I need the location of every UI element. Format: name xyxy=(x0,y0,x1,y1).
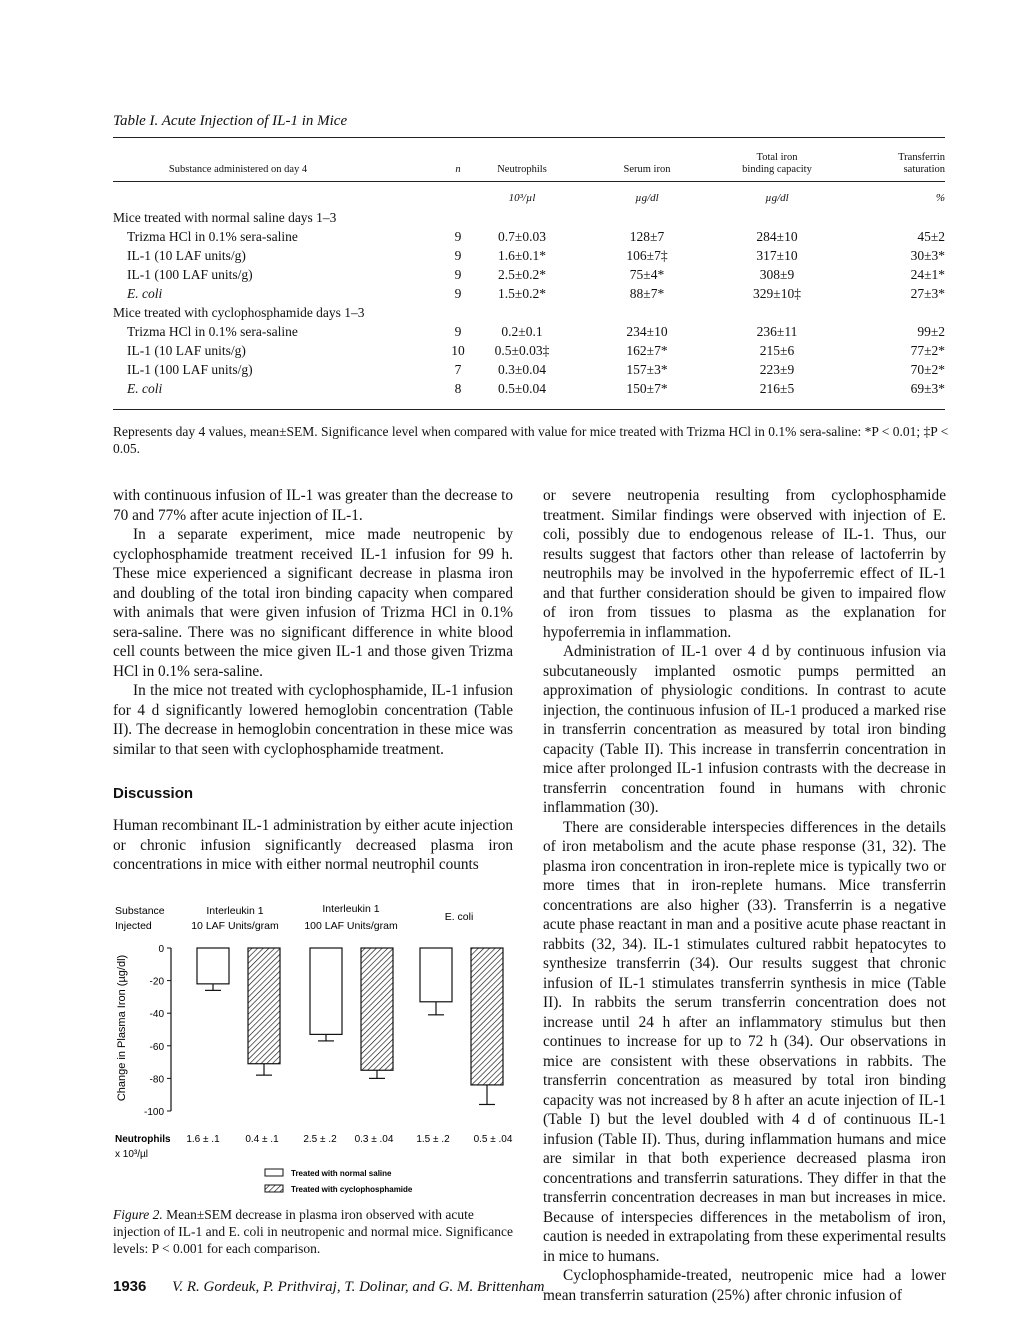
paragraph: In the mice not treated with cyclophosphamide, IL-1 infusion for 4 d significantly lowered hemoglobin concentration (Table II). The decrease in hemoglobin concentration in these mice was similar to that seen with cyclophosphamide treatment. xyxy=(113,682,513,758)
fig-group2-line2: 100 LAF Units/gram xyxy=(304,920,398,932)
table-top-rule xyxy=(113,137,945,138)
plot-area xyxy=(144,944,503,1118)
unit-serum-iron: µg/dl xyxy=(635,192,659,204)
section-heading-discussion: Discussion xyxy=(113,785,194,802)
y-tick-label: -60 xyxy=(149,1041,164,1053)
fig-header-substance-line2: Injected xyxy=(115,920,152,932)
header-ts-line1: Transferrin xyxy=(898,152,945,163)
header-neutrophils: Neutrophils xyxy=(497,164,547,175)
unit-neutrophils: 10³/µl xyxy=(508,192,536,204)
fig-group3-line1: E. coli xyxy=(444,911,474,923)
fig-group1-line1: Interleukin 1 xyxy=(206,905,264,917)
figure-2-chart xyxy=(113,900,523,1206)
unit-ts: % xyxy=(935,192,945,204)
table-row: E. coli 9 1.5±0.2* 88±7* 329±10‡ 27±3* xyxy=(127,286,945,301)
paragraph: Administration of IL-1 over 4 d by continuous infusion via subcutaneously implanted osmotic pumps permitted an approximation of physiologic conditions. In contrast to acute injection, the continuous infusion of IL-1 produced a marked rise in transferrin concentration as measured by total iron binding capacity (Table II). This increase in transferrin concentration in mice after prolonged IL-1 infusion contrasts with the decrease in transferrin concentration found in humans with chronic inflammation (30). xyxy=(543,643,946,816)
paragraph: In a separate experiment, mice made neutropenic by cyclophosphamide treatment received IL-1 infusion for 99 h. These mice experienced a significant decrease in plasma iron and doubling of the total iron binding capacity when compared with animals that were given infusion of Trizma HCl in 0.1% sera-saline. There was no significant difference in white blood cell counts between the mice given IL-1 and those given Trizma HCl in 0.1% sera-saline. xyxy=(113,526,513,680)
y-tick-label: -80 xyxy=(149,1074,164,1086)
y-tick-label: -40 xyxy=(149,1009,164,1021)
y-tick-label: -20 xyxy=(149,976,164,988)
figure-caption-label: Figure 2. xyxy=(113,1207,163,1222)
paragraph: or severe neutropenia resulting from cyclophosphamide treatment. Similar findings were observed with injection of E. coli, possibly due to endogenous release of IL-1. Thus, our results suggest that factors other than release of lactoferrin by neutrophils may be involved in the hypoferremic effect of IL-1 and that further consideration should be given to impaired flow of iron from tissues to plasma as the explanation for hypoferremia in inflammation. xyxy=(543,487,946,641)
table-header-rule xyxy=(113,181,945,182)
group-label-cyclophosphamide: Mice treated with cyclophosphamide days 1–3 xyxy=(113,305,365,320)
table-row: Trizma HCl in 0.1% sera-saline 9 0.2±0.1 234±10 236±11 99±2 xyxy=(127,324,945,339)
fig-neutrophil-value: 1.6 ± .1 xyxy=(186,1134,220,1145)
table-row: IL-1 (10 LAF units/g) 9 1.6±0.1* 106±7‡ 317±10 30±3* xyxy=(127,248,945,263)
fig-neutrophils-label-line2: x 10³/µl xyxy=(115,1149,148,1160)
figure-caption xyxy=(113,1206,513,1257)
fig-ylabel: Change in Plasma Iron (µg/dl) xyxy=(116,954,128,1102)
table-title: Table I. Acute Injection of IL-1 in Mice xyxy=(113,113,348,129)
y-tick-label: 0 xyxy=(158,944,164,955)
legend-label-normal: Treated with normal saline xyxy=(291,1169,392,1178)
fig-neutrophil-value: 1.5 ± .2 xyxy=(416,1134,450,1145)
page-footer xyxy=(113,1278,544,1296)
table-row: IL-1 (100 LAF units/g) 9 2.5±0.2* 75±4* 308±9 24±1* xyxy=(127,267,945,282)
discussion-paragraph: Human recombinant IL-1 administration by either acute injection or chronic infusion significantly decreased plasma iron concentrations in mice with either normal neutrophil counts xyxy=(113,817,513,873)
header-serum-iron: Serum iron xyxy=(623,164,671,175)
bar-cyclophosphamide xyxy=(361,948,393,1070)
header-tibc-line1: Total iron xyxy=(756,152,798,163)
fig-neutrophil-value: 0.4 ± .1 xyxy=(245,1134,279,1145)
table-row: Trizma HCl in 0.1% sera-saline 9 0.7±0.03 128±7 284±10 45±2 xyxy=(127,229,945,244)
group-label-saline: Mice treated with normal saline days 1–3 xyxy=(113,210,337,225)
bar-normal-saline xyxy=(310,948,342,1034)
page-number: 1936 xyxy=(113,1278,147,1295)
authors: V. R. Gordeuk, P. Prithviraj, T. Dolinar, and G. M. Brittenham xyxy=(172,1279,545,1295)
table-bottom-rule xyxy=(113,409,945,410)
left-column-text xyxy=(113,486,513,759)
fig-neutrophils-label-line1: Neutrophils xyxy=(115,1134,171,1145)
legend-swatch-cyclophosphamide xyxy=(265,1185,283,1192)
table-row: IL-1 (10 LAF units/g) 10 0.5±0.03‡ 162±7* 215±6 77±2* xyxy=(127,343,945,358)
legend-label-cyclophosphamide: Treated with cyclophosphamide xyxy=(291,1185,413,1194)
table-row: IL-1 (100 LAF units/g) 7 0.3±0.04 157±3* 223±9 70±2* xyxy=(127,362,945,377)
table-row: E. coli 8 0.5±0.04 150±7* 216±5 69±3* xyxy=(127,381,945,396)
fig-neutrophil-value: 0.3 ± .04 xyxy=(354,1134,394,1145)
bar-cyclophosphamide xyxy=(471,948,503,1085)
fig-header-substance-line1: Substance xyxy=(115,905,165,917)
figure-2 xyxy=(113,900,523,1210)
bar-cyclophosphamide xyxy=(248,948,280,1064)
header-ts-line2: saturation xyxy=(903,164,945,175)
figure-caption-text: Mean±SEM decrease in plasma iron observed with acute injection of IL-1 and E. coli in neutropenic and normal mice. Significance levels: P < 0.001 for each comparison. xyxy=(113,1207,513,1256)
fig-group1-line2: 10 LAF Units/gram xyxy=(191,920,279,932)
bar-normal-saline xyxy=(197,948,229,984)
paragraph: Cyclophosphamide-treated, neutropenic mice had a lower mean transferrin saturation (25%) after chronic infusion of xyxy=(543,1267,946,1304)
fig-group2-line1: Interleukin 1 xyxy=(322,903,380,915)
table-footnote: Represents day 4 values, mean±SEM. Significance level when compared with value for mice treated with Trizma HCl in 0.1% sera-saline: *P < 0.01; ‡P < 0.05. xyxy=(113,424,949,456)
header-tibc-line2: binding capacity xyxy=(742,164,812,175)
unit-tibc: µg/dl xyxy=(765,192,789,204)
fig-neutrophil-value: 0.5 ± .04 xyxy=(473,1134,513,1145)
paragraph: There are considerable interspecies differences in the details of iron metabolism and the acute phase response (31, 32). The plasma iron concentration in iron-replete mice is typically two or more times that in iron-replete humans. Mice transferrin concentrations are also higher (33). Transferrin is a negative acute phase reactant in man and a positive acute phase reactant in rabbits (32, 34). IL-1 stimulates cultured rabbit hepatocytes to synthesize transferrin (34). Our results suggest that chronic infusion of IL-1 stimulates transferrin synthesis in mice (Table II). In rabbits the serum transferrin concentration does not increase until 24 h after an inflammatory stimulus but then continues to increase for up to 72 h (34). Our observations in mice are consistent with these observations in rabbits. The transferrin concentration as measured by total iron binding capacity was not increased by 8 h after an acute injection of IL-1 (Table I) but the level doubled with 4 d of continuous IL-1 infusion (Table II). Thus, during inflammation humans and mice are similar in that both experience decreased plasma iron concentrations and transferrin saturations. They differ in that the transferrin concentration decreases in man but increases in mice. Because of interspecies differences in the metabolism of iron, caution is needed in extrapolating from these experimental results in mice to humans. xyxy=(543,818,946,1265)
paragraph: with continuous infusion of IL-1 was greater than the decrease to 70 and 77% after acute injection of IL-1. xyxy=(113,487,513,524)
legend-swatch-normal xyxy=(265,1169,283,1176)
right-column-text xyxy=(543,486,946,1305)
y-tick-label: -100 xyxy=(143,1107,164,1118)
header-substance: Substance administered on day 4 xyxy=(168,164,308,175)
fig-neutrophil-value: 2.5 ± .2 xyxy=(303,1134,337,1145)
header-n: n xyxy=(455,164,461,175)
bar-normal-saline xyxy=(420,948,452,1002)
